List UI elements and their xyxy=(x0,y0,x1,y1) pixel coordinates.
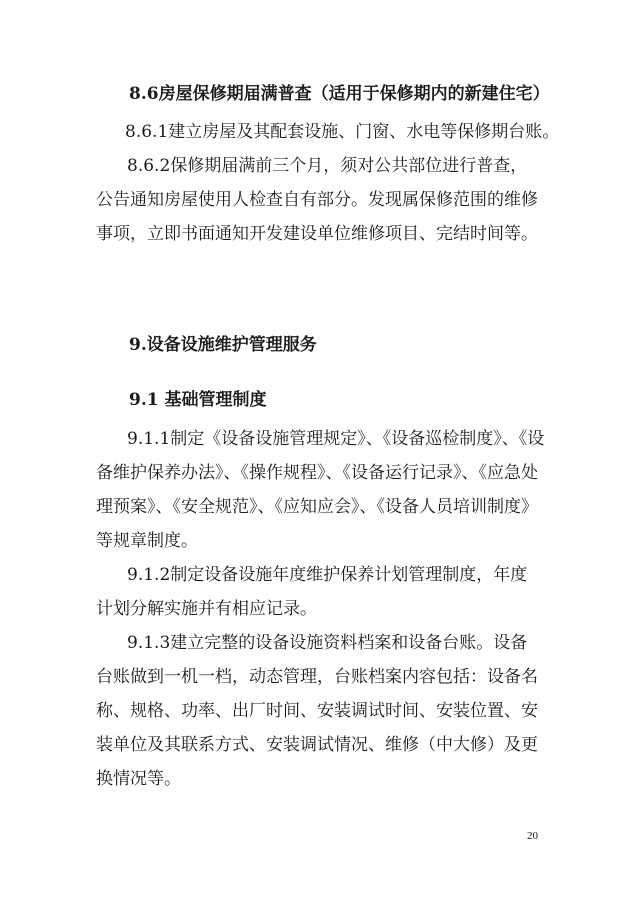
paragraph-9-1-2-line-1: 9.1.2制定设备设施年度维护保养计划管理制度，年度 xyxy=(127,565,528,585)
paragraph-9-1-3-line-1: 9.1.3建立完整的设备设施资料档案和设备台账。设备 xyxy=(127,633,528,653)
paragraph-8-6-2-line-1: 8.6.2保修期届满前三个月，须对公共部位进行普查， xyxy=(127,156,528,176)
section-heading-9: 9.设备设施维护管理服务 xyxy=(129,335,317,355)
paragraph-9-1-1-line-1: 9.1.1制定《设备设施管理规定》、《设备巡检制度》、《设 xyxy=(127,429,545,449)
paragraph-9-1-3-line-3: 称、规格、功率、出厂时间、安装调试时间、安装位置、安 xyxy=(96,701,538,721)
paragraph-9-1-3-line-5: 换情况等。 xyxy=(96,769,181,789)
paragraph-9-1-3-line-4: 装单位及其联系方式、安装调试情况、维修（中大修）及更 xyxy=(96,735,538,755)
paragraph-9-1-2-line-2: 计划分解实施并有相应记录。 xyxy=(96,599,317,619)
page-number: 20 xyxy=(527,830,538,842)
paragraph-9-1-1-line-2: 备维护保养办法》、《操作规程》、《设备运行记录》、《应急处 xyxy=(96,463,538,483)
paragraph-8-6-1-line-1: 8.6.1建立房屋及其配套设施、门窗、水电等保修期台账。 xyxy=(125,122,560,142)
section-heading-8-6: 8.6房屋保修期届满普查（适用于保修期内的新建住宅） xyxy=(129,84,550,104)
paragraph-9-1-3-line-2: 台账做到一机一档，动态管理，台账档案内容包括：设备名 xyxy=(96,667,538,687)
sub-heading-9-1: 9.1 基础管理制度 xyxy=(129,390,267,410)
paragraph-9-1-1-line-4: 等规章制度。 xyxy=(96,531,198,551)
paragraph-9-1-1-line-3: 理预案》、《安全规范》、《应知应会》、《设备人员培训制度》 xyxy=(96,497,538,517)
paragraph-8-6-2-line-2: 公告通知房屋使用人检查自有部分。发现属保修范围的维修 xyxy=(96,190,538,210)
paragraph-8-6-2-line-3: 事项，立即书面通知开发建设单位维修项目、完结时间等。 xyxy=(96,224,538,244)
